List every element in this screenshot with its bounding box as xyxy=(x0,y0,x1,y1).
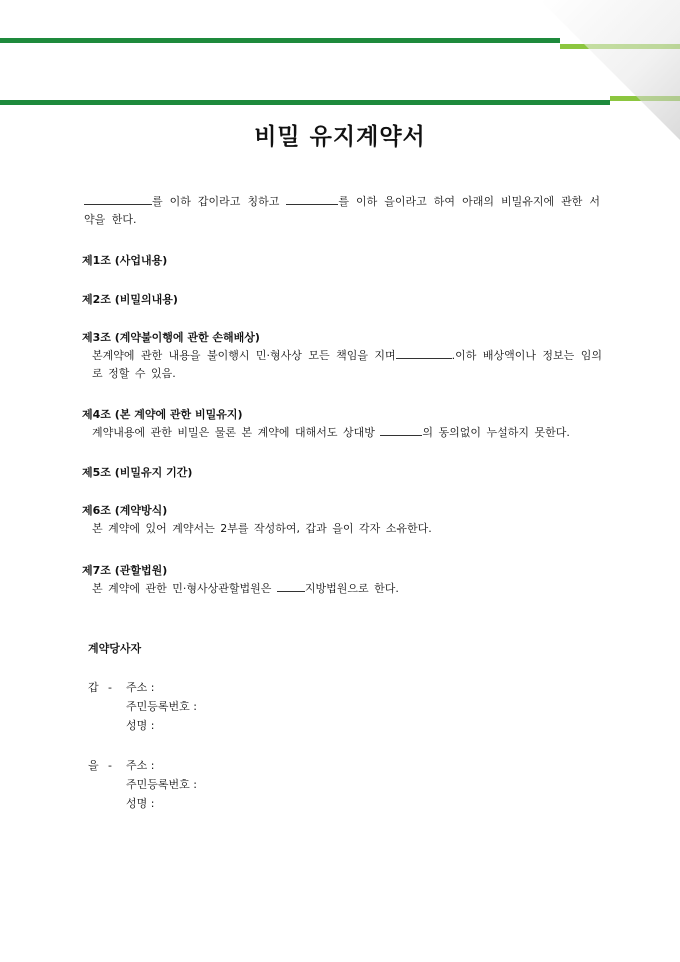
article-7 xyxy=(82,562,602,598)
party-a-sign-label: 성명 : xyxy=(126,719,155,732)
article-4 xyxy=(82,406,602,442)
article-heading: 제6조 (계약방식) xyxy=(82,504,168,517)
intro-text-b: 를 이하 을이라고 하여 아래의 비밀유지에 관한 서약을 한다. xyxy=(84,195,601,226)
party-a-dash: - xyxy=(108,681,112,694)
blank-field-counterparty[interactable] xyxy=(380,424,422,436)
party-a-label: 갑 xyxy=(88,681,99,694)
article-body: 본 계약에 있어 계약서는 2부를 작성하여, 갑과 을이 각자 소유한다. xyxy=(92,522,432,535)
party-b-address-label: 주소 : xyxy=(126,759,155,772)
article-5 xyxy=(82,464,602,482)
article-body: 본 계약에 관한 민·형사상관할법원은 지방법원으로 한다. xyxy=(92,582,399,595)
article-1 xyxy=(82,252,602,270)
intro-text-a: 를 이하 갑이라고 칭하고 xyxy=(152,195,280,208)
party-b-id-label: 주민등록번호 : xyxy=(126,778,197,791)
party-b-label: 을 xyxy=(88,759,99,772)
article-body: 본계약에 관한 내용을 불이행시 민·형사상 모든 책임을 지며 .이하 배상액이나 정보는 임의로 정할 수 있음. xyxy=(92,349,603,380)
intro-paragraph xyxy=(84,193,600,229)
blank-field-court[interactable] xyxy=(277,580,305,592)
article-2 xyxy=(82,291,602,309)
article-6 xyxy=(82,502,602,538)
party-a-block xyxy=(88,678,197,735)
blank-field-party-b[interactable] xyxy=(286,193,338,205)
party-b-sign-label: 성명 : xyxy=(126,797,155,810)
article-heading: 제2조 (비밀의내용) xyxy=(82,293,178,306)
document-title: 비밀 유지계약서 xyxy=(254,124,426,150)
article-heading: 제5조 (비밀유지 기간) xyxy=(82,466,193,479)
article-body: 계약내용에 관한 비밀은 물론 본 계약에 대해서도 상대방 의 동의없이 누설하지 못한다. xyxy=(92,426,570,439)
party-a-address-label: 주소 : xyxy=(126,681,155,694)
parties-heading: 계약당사자 xyxy=(88,642,142,655)
party-b-block xyxy=(88,756,197,813)
article-3 xyxy=(82,329,602,383)
party-b-dash: - xyxy=(108,759,112,772)
header-band-bottom xyxy=(0,100,610,105)
article-heading: 제1조 (사업내용) xyxy=(82,254,168,267)
article-heading: 제3조 (계약불이행에 관한 손해배상) xyxy=(82,331,260,344)
blank-field-party-a[interactable] xyxy=(84,193,152,205)
article-heading: 제7조 (관할법원) xyxy=(82,564,168,577)
blank-field-damages[interactable] xyxy=(396,347,452,359)
header-band-top xyxy=(0,38,560,43)
article-heading: 제4조 (본 계약에 관한 비밀유지) xyxy=(82,408,243,421)
party-a-id-label: 주민등록번호 : xyxy=(126,700,197,713)
